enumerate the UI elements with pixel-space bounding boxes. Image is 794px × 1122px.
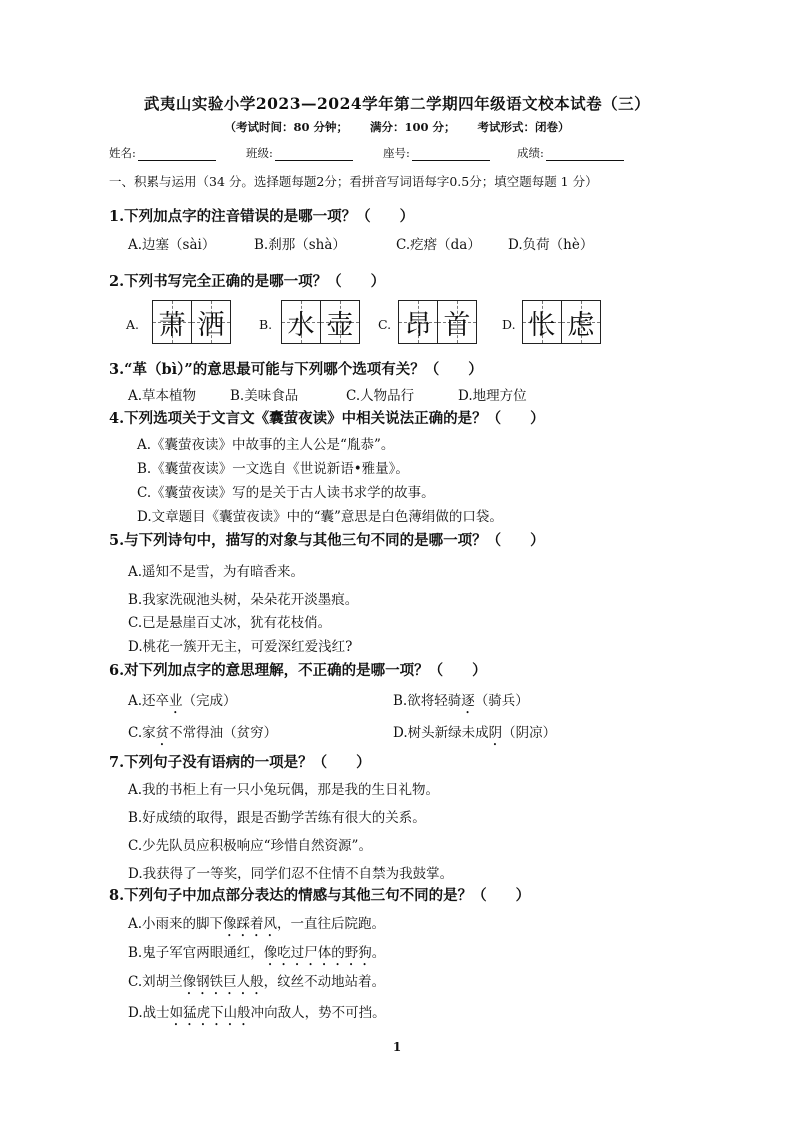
option-text: 冲向敌人，势不可挡。 — [250, 1005, 386, 1021]
score-label: 成绩: — [517, 146, 544, 160]
char: 怅 — [528, 309, 556, 341]
q6-option-c[interactable] — [128, 721, 277, 749]
exam-subtitle — [0, 119, 794, 135]
q7-option-b[interactable]: B.好成绩的取得，跟是否勤学苦练有很大的关系。 — [128, 810, 426, 826]
q8-option-d[interactable] — [128, 1001, 386, 1029]
char: 洒 — [197, 309, 225, 341]
q5-option-c[interactable]: C.已是悬崖百丈冰，犹有花枝俏。 — [128, 615, 332, 631]
seat-blank[interactable] — [412, 149, 490, 161]
seat-label: 座号: — [383, 146, 410, 160]
q5-option-b[interactable]: B.我家洗砚池头树，朵朵花开淡墨痕。 — [128, 592, 359, 608]
q8-option-c[interactable] — [128, 970, 385, 998]
char: 萧 — [158, 309, 186, 341]
option-text: ，一直往后院跑。 — [277, 916, 386, 932]
option-text: C.刘胡兰 — [128, 974, 183, 990]
seat-field[interactable] — [383, 145, 490, 161]
exam-total-score: 满分：100 分； — [370, 120, 456, 134]
dotted-char: 逐 — [461, 693, 475, 709]
option-text: A.还卒 — [128, 693, 170, 709]
char: 壶 — [326, 309, 354, 341]
q7-option-c[interactable]: C.少先队员应积极响应“珍惜自然资源”。 — [128, 838, 372, 854]
name-label: 姓名: — [109, 146, 136, 160]
section-heading: 一、积累与运用（34 分。选择题每题2分；看拼音写词语每字0.5分；填空题每题 1 分） — [109, 174, 598, 189]
q1-option-d[interactable]: D.负荷（hè） — [508, 237, 594, 253]
char: 虑 — [567, 309, 595, 341]
q1-option-b[interactable]: B.刹那（shà） — [254, 237, 346, 253]
q4-option-c[interactable]: C.《囊萤夜读》写的是关于古人读书求学的故事。 — [137, 485, 435, 501]
q3-option-b[interactable]: B.美味食品 — [230, 388, 299, 404]
option-text: C.家 — [128, 725, 156, 741]
char-cell — [153, 301, 191, 343]
char-cell — [523, 301, 561, 343]
option-text: B.鬼子军官两眼通红， — [128, 945, 264, 961]
q3-option-a[interactable]: A.草本植物 — [128, 388, 197, 404]
q3-option-c[interactable]: C.人物品行 — [346, 388, 415, 404]
option-text: A.小雨来的脚下 — [128, 916, 224, 932]
page-title: 武夷山实验小学2023—2024学年第二学期四年级语文校本试卷（三） — [143, 94, 651, 113]
q7-option-d[interactable]: D.我获得了一等奖，同学们忍不住情不自禁为我鼓掌。 — [128, 866, 454, 882]
question-6-stem: 6.对下列加点字的意思理解，不正确的是哪一项？（ ） — [109, 662, 487, 679]
q7-option-a[interactable]: A.我的书柜上有一只小兔玩偶，那是我的生日礼物。 — [128, 782, 440, 798]
q3-option-d[interactable]: D.地理方位 — [458, 388, 527, 404]
q5-option-a[interactable]: A.遥知不是雪，为有暗香来。 — [128, 564, 305, 580]
q6-option-b[interactable] — [393, 689, 529, 717]
q4-option-b[interactable]: B.《囊萤夜读》一文选自《世说新语•雅量》。 — [137, 461, 409, 477]
option-text: ，纹丝不动地站着。 — [263, 974, 386, 990]
dotted-phrase: 像钢铁巨人般 — [182, 974, 264, 990]
q2-option-c[interactable] — [398, 300, 477, 344]
question-7-stem: 7.下列句子没有语病的一项是？（ ） — [109, 754, 371, 771]
question-8-stem: 8.下列句子中加点部分表达的情感与其他三句不同的是？（ ） — [109, 887, 531, 904]
exam-form: 考试形式：闭卷） — [477, 120, 570, 134]
char: 水 — [287, 309, 315, 341]
q2-options — [126, 300, 686, 344]
option-text: 。 — [371, 945, 386, 961]
q2-option-d[interactable] — [522, 300, 601, 344]
char-cell — [399, 301, 437, 343]
q1-option-a[interactable]: A.边塞（sài） — [128, 237, 216, 253]
dotted-char: 贫 — [155, 725, 170, 741]
score-blank[interactable] — [546, 149, 624, 161]
score-field[interactable] — [517, 145, 624, 161]
name-field[interactable] — [109, 145, 216, 161]
char: 首 — [443, 309, 471, 341]
option-text: 不常得油（贫穷） — [169, 725, 278, 741]
q2-option-a[interactable] — [152, 300, 231, 344]
question-1-stem: 1.下列加点字的注音错误的是哪一项？（ ） — [109, 208, 415, 225]
q8-option-a[interactable] — [128, 912, 385, 940]
question-3-stem: 3.“革（bì）”的意思最可能与下列哪个选项有关？（ ） — [109, 361, 483, 378]
q6-option-d[interactable] — [393, 721, 556, 749]
option-text: （完成） — [182, 693, 237, 709]
q1-option-c[interactable]: C.疙瘩（da） — [396, 237, 481, 253]
option-text: D.战士 — [128, 1005, 170, 1021]
exam-time: （考试时间：80 分钟； — [224, 120, 348, 134]
dotted-char: 业 — [169, 693, 183, 709]
char-cell — [191, 301, 230, 343]
q2-option-b[interactable] — [281, 300, 360, 344]
dotted-phrase: 像踩着风 — [223, 916, 278, 932]
question-5-stem: 5.与下列诗句中，描写的对象与其他三句不同的是哪一项？（ ） — [109, 532, 545, 549]
char-cell — [561, 301, 600, 343]
q6-option-a[interactable] — [128, 689, 237, 717]
question-2-stem: 2.下列书写完全正确的是哪一项？（ ） — [109, 273, 386, 290]
char-cell — [437, 301, 476, 343]
q2-label-a: A. — [126, 317, 140, 332]
class-field[interactable] — [246, 145, 353, 161]
class-blank[interactable] — [275, 149, 353, 161]
q2-label-d: D. — [502, 317, 516, 332]
q2-label-b: B. — [259, 317, 273, 332]
option-text: D.树头新绿未成 — [393, 725, 489, 741]
question-4-stem: 4.下列选项关于文言文《囊萤夜读》中相关说法正确的是？（ ） — [109, 410, 545, 427]
q8-option-b[interactable] — [128, 941, 385, 969]
q4-option-a[interactable]: A.《囊萤夜读》中故事的主人公是“胤恭”。 — [137, 437, 395, 453]
option-text: B.欲将轻骑 — [393, 693, 462, 709]
char-cell — [320, 301, 359, 343]
option-text: （阴凉） — [502, 725, 557, 741]
dotted-phrase: 如猛虎下山般 — [169, 1005, 251, 1021]
q5-option-d[interactable]: D.桃花一簇开无主，可爱深红爱浅红? — [128, 639, 353, 655]
q4-option-d[interactable]: D.文章题目《囊萤夜读》中的“囊”意思是白色薄绢做的口袋。 — [137, 509, 503, 525]
q2-label-c: C. — [378, 317, 392, 332]
name-blank[interactable] — [138, 149, 216, 161]
page-number: 1 — [392, 1040, 402, 1054]
char-cell — [282, 301, 320, 343]
class-label: 班级: — [246, 146, 273, 160]
dotted-phrase: 像吃过尸体的野狗 — [263, 945, 372, 961]
char: 昂 — [404, 309, 432, 341]
option-text: （骑兵） — [474, 693, 529, 709]
dotted-char: 阴 — [488, 725, 503, 741]
